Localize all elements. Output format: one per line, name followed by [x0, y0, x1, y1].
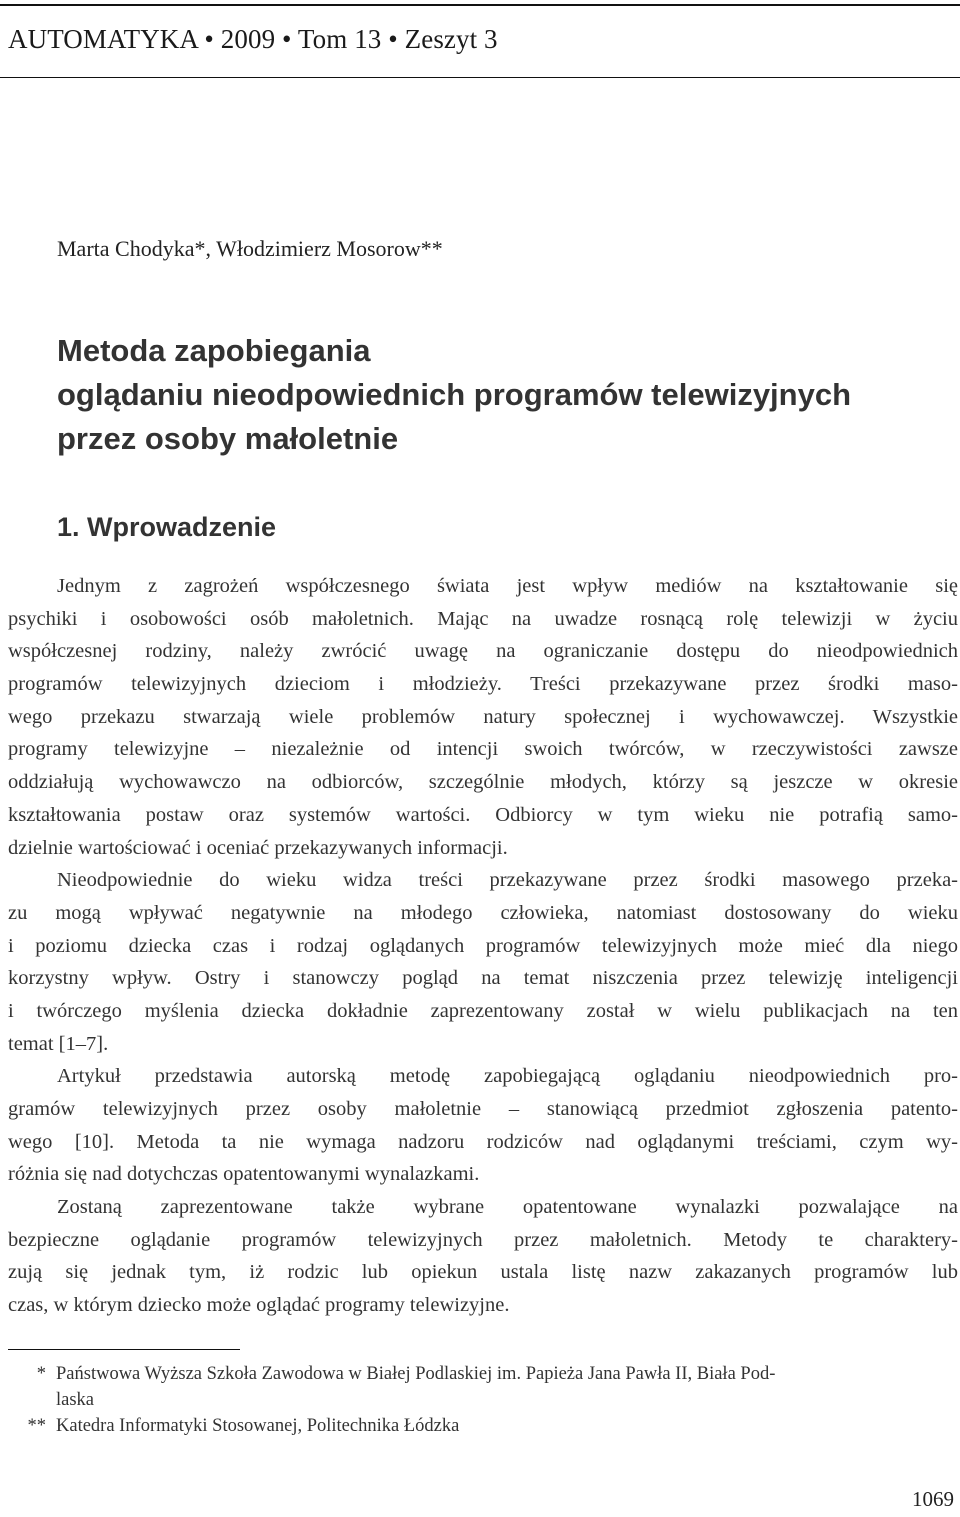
title-line: przez osoby małoletnie — [57, 421, 399, 456]
paragraph-line: wego przekazu stwarzają wiele problemów natury społecznej i wychowawczej. Wszystkie — [8, 705, 958, 728]
page-number: 1069 — [912, 1487, 954, 1511]
section-body — [8, 570, 958, 1322]
paragraph-line: i poziomu dziecka czas i rodzaj oglądanych programów telewizyjnych może mieć dla niego — [8, 934, 958, 957]
paragraph-line: gramów telewizyjnych przez osoby małoletnie – stanowiącą przedmiot zgłoszenia patento- — [8, 1098, 958, 1120]
paragraph-line: dzielnie wartościować i oceniać przekazywanych informacji. — [8, 836, 508, 859]
paragraph-line: programów telewizyjnych dzieciom i młodzieży. Treści przekazywane przez środki maso- — [8, 673, 958, 696]
footnote-text: Państwowa Wyższa Szkoła Zawodowa w Białej Podlaskiej im. Papieża Jana Pawła II, Biała Pod- — [56, 1364, 776, 1384]
paragraph-line: Artykuł przedstawia autorską metodę zapobiegającą oglądaniu nieodpowiednich pro- — [57, 1065, 958, 1088]
paragraph-line: Jednym z zagrożeń współczesnego świata jest wpływ mediów na kształtowanie się — [57, 575, 958, 597]
paragraph-line: Zostaną zaprezentowane także wybrane opatentowane wynalazki pozwalające na — [57, 1196, 958, 1219]
paragraph-line: bezpieczne oglądanie programów telewizyjnych przez małoletnich. Metody te charaktery- — [8, 1228, 958, 1251]
paragraph-line: wego [10]. Metoda ta nie wymaga nadzoru rodziców nad oglądanymi treściami, czym wy- — [8, 1130, 958, 1153]
footnote-rule — [8, 1349, 240, 1350]
top-rule — [0, 4, 960, 6]
title-line: Metoda zapobiegania — [57, 333, 371, 368]
footnotes — [8, 1361, 958, 1439]
paragraph-line: kształtowania postaw oraz systemów wartości. Odbiorcy w tym wieku nie potrafią samo- — [8, 803, 958, 826]
title-line: oglądaniu nieodpowiednich programów telewizyjnych — [57, 377, 852, 412]
footnote-item — [8, 1413, 958, 1439]
article-title — [57, 329, 937, 461]
paragraph-line: psychiki i osobowości osób małoletnich. Mając na uwadze rosnącą rolę telewizji w życiu — [8, 607, 958, 630]
paragraph-line: zu mogą wpływać negatywnie na młodego człowieka, natomiast dostosowany do wieku — [8, 901, 958, 924]
journal-header: AUTOMATYKA • 2009 • Tom 13 • Zeszyt 3 — [8, 24, 498, 54]
section-heading: 1. Wprowadzenie — [57, 512, 277, 542]
paragraph-line: programy telewizyjne – niezależnie od intencji swoich twórców, w rzeczywistości zawsze — [8, 738, 958, 761]
paragraph-line: korzystny wpływ. Ostry i stanowczy pogląd na temat niszczenia przez telewizję inteligencji — [8, 967, 958, 990]
footnote-mark: * — [36, 1364, 46, 1384]
paragraph-line: zują się jednak tym, iż rodzic lub opiekun ustala listę nazw zakazanych programów lub — [8, 1261, 958, 1284]
paragraph-line: i twórczego myślenia dziecka dokładnie zaprezentowany został w wielu publikacjach na ten — [8, 999, 958, 1022]
paragraph-line: współczesnej rodziny, należy zwrócić uwagę na ograniczanie dostępu do nieodpowiednich — [8, 640, 958, 663]
footnote-item — [8, 1361, 958, 1413]
footnote-text: Katedra Informatyki Stosowanej, Politechnika Łódzka — [56, 1416, 460, 1436]
header-rule — [0, 77, 960, 78]
footnote-mark: ** — [27, 1416, 46, 1436]
paragraph-line: różnia się nad dotychczas opatentowanymi wynalazkami. — [8, 1163, 480, 1186]
footnote-text: laska — [56, 1390, 95, 1410]
paragraph-line: czas, w którym dziecko może oglądać programy telewizyjne. — [8, 1294, 510, 1317]
paragraph-line: Nieodpowiednie do wieku widza treści przekazywane przez środki masowego przeka- — [57, 869, 958, 892]
article-authors: Marta Chodyka*, Włodzimierz Mosorow** — [57, 236, 443, 261]
paragraph-line: temat [1–7]. — [8, 1032, 109, 1055]
paragraph-line: oddziałują wychowawczo na odbiorców, szczególnie młodych, którzy są jeszcze w okresie — [8, 771, 958, 794]
